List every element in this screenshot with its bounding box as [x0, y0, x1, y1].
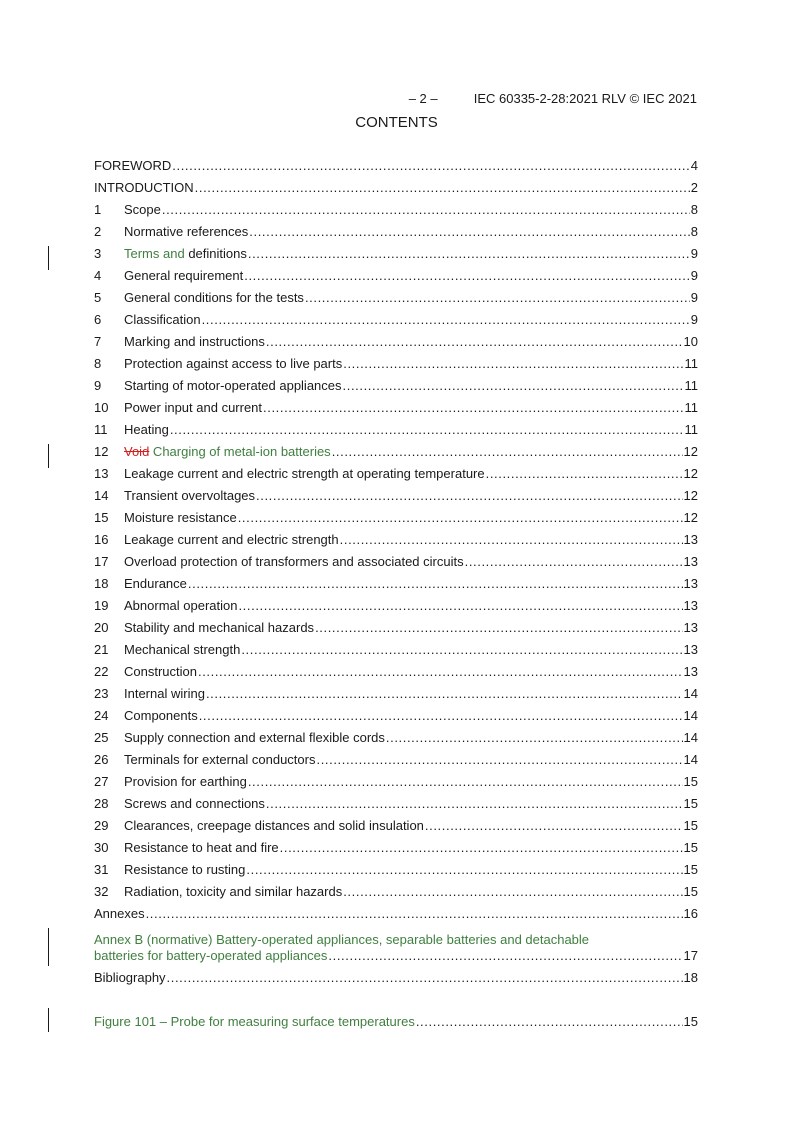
clause-number: 25 [94, 730, 109, 745]
toc-entry-label [124, 774, 247, 790]
toc-entry-page: 4 [690, 158, 698, 173]
toc-entry-label [124, 708, 198, 724]
toc-entry-clause-23[interactable] [94, 686, 698, 708]
toc-entry-annexes[interactable] [94, 906, 698, 928]
toc-entry-clause-3[interactable] [94, 246, 698, 268]
leader-dots [343, 884, 682, 900]
toc-entry-clause-11[interactable] [94, 422, 698, 444]
leader-dots [172, 158, 689, 174]
toc-entry-clause-12[interactable] [94, 444, 698, 466]
toc-entry-clause-29[interactable] [94, 818, 698, 840]
toc-entry-label [124, 356, 342, 372]
toc-entry-label: Figure 101 – Probe for measuring surface temperatures [94, 1014, 415, 1029]
clause-number: 17 [94, 554, 109, 569]
leader-dots [266, 796, 683, 812]
clause-number: 16 [94, 532, 109, 547]
toc-entry-page: 14 [683, 686, 698, 701]
toc-entry-page: 14 [683, 730, 698, 745]
clause-number: 32 [94, 884, 109, 899]
clause-number: 1 [94, 202, 102, 217]
toc-entry-label: INTRODUCTION [94, 180, 194, 195]
label-text: Scope [124, 202, 161, 217]
toc-entry-clause-28[interactable] [94, 796, 698, 818]
toc-entry-clause-32[interactable] [94, 884, 698, 906]
toc-entry-clause-8[interactable] [94, 356, 698, 378]
change-bar-clause-3 [48, 246, 49, 270]
toc-entry-foreword[interactable] [94, 158, 698, 180]
leader-dots [199, 708, 683, 724]
leader-dots [238, 598, 682, 614]
added-text: Terms and [124, 246, 185, 261]
toc-entry-page: 12 [683, 510, 698, 525]
toc-entry-page: 11 [684, 400, 698, 415]
toc-entry-label [124, 620, 314, 636]
toc-entry-label [124, 686, 205, 702]
toc-entry-page: 11 [684, 378, 698, 393]
toc-entry-label [124, 642, 240, 658]
toc-entry-label-line2: batteries for battery-operated appliances [94, 948, 328, 963]
clause-number: 6 [94, 312, 102, 327]
leader-dots [343, 356, 683, 372]
toc-entry-label: Bibliography [94, 970, 166, 985]
leader-dots [248, 246, 690, 262]
toc-entry-clause-17[interactable] [94, 554, 698, 576]
toc-entry-page: 13 [683, 576, 698, 591]
leader-dots [170, 422, 684, 438]
toc-entry-label [124, 378, 342, 394]
label-text: Leakage current and electric strength at operating temperature [124, 466, 485, 481]
label-text: Stability and mechanical hazards [124, 620, 315, 635]
clause-number: 19 [94, 598, 109, 613]
toc-entry-page: 13 [683, 642, 698, 657]
leader-dots [162, 202, 690, 218]
toc-entry-page: 12 [683, 466, 698, 481]
toc-entry-label [124, 290, 304, 306]
toc-entry-clause-31[interactable] [94, 862, 698, 884]
toc-entry-page: 15 [683, 884, 698, 899]
label-text: Normative references [124, 224, 249, 239]
toc-entry-clause-27[interactable] [94, 774, 698, 796]
toc-entry-label [124, 862, 245, 878]
toc-entry-page: 12 [683, 488, 698, 503]
toc-entry-page: 16 [683, 906, 698, 921]
leader-dots [249, 224, 689, 240]
clause-number: 9 [94, 378, 102, 393]
toc-entry-label [124, 796, 265, 812]
leader-dots [146, 906, 683, 922]
toc-entry-page: 9 [690, 290, 698, 305]
toc-entry-page: 13 [683, 620, 698, 635]
leader-dots [256, 488, 683, 504]
toc-entry-page: 8 [690, 202, 698, 217]
toc-entry-clause-4[interactable] [94, 268, 698, 290]
contents-title: CONTENTS [355, 114, 438, 131]
toc-entry-label [124, 664, 197, 680]
toc-entry-page: 9 [690, 268, 698, 283]
toc-entry-label [124, 532, 339, 548]
toc-entry-page: 11 [684, 422, 698, 437]
label-text: Clearances, creepage distances and solid insulation [124, 818, 424, 833]
leader-dots [167, 970, 683, 986]
label-text: Supply connection and external flexible cords [124, 730, 385, 745]
label-text: Mechanical strength [124, 642, 241, 657]
change-bar-clause-12 [48, 444, 49, 468]
toc-entry-bibliography[interactable] [94, 970, 698, 992]
leader-dots [305, 290, 690, 306]
toc-entry-label [124, 598, 237, 614]
clause-number: 5 [94, 290, 102, 305]
leader-dots [332, 444, 683, 460]
leader-dots [238, 510, 683, 526]
leader-dots [315, 620, 682, 636]
label-text: Endurance [124, 576, 187, 591]
label-text: Construction [124, 664, 197, 679]
toc-entry-page: 15 [683, 774, 698, 789]
toc-entry-page: 12 [683, 444, 698, 459]
label-text: Protection against access to live parts [124, 356, 343, 371]
toc-entry-page: 9 [690, 246, 698, 261]
toc-entry-label [124, 466, 485, 482]
clause-number: 13 [94, 466, 109, 481]
toc-entry-clause-10[interactable] [94, 400, 698, 422]
toc-entry-label [124, 400, 262, 416]
leader-dots [343, 378, 684, 394]
toc-entry-page: 2 [690, 180, 698, 195]
toc-entry-label [124, 246, 247, 262]
leader-dots [340, 532, 683, 548]
toc-entry-label [124, 840, 279, 856]
page-number: – 2 – [408, 91, 438, 106]
toc-entry-label: Annexes [94, 906, 145, 921]
leader-dots [266, 334, 683, 350]
toc-entry-page: 15 [683, 1014, 698, 1029]
clause-number: 14 [94, 488, 109, 503]
toc-entry-clause-19[interactable] [94, 598, 698, 620]
toc-entry-label [124, 818, 424, 834]
clause-number: 23 [94, 686, 109, 701]
toc-entry-clause-1[interactable] [94, 202, 698, 224]
toc-entry-label [124, 884, 342, 900]
label-text: Leakage current and electric strength [124, 532, 339, 547]
toc-entry-page: 13 [683, 532, 698, 547]
toc-entry-label [124, 444, 331, 460]
label-text: Classification [124, 312, 201, 327]
clause-number: 11 [94, 422, 108, 437]
table-of-contents [94, 158, 698, 1036]
toc-entry-label [124, 576, 187, 592]
toc-entry-clause-9[interactable] [94, 378, 698, 400]
toc-entry-introduction[interactable] [94, 180, 698, 202]
toc-entry-label [124, 488, 255, 504]
toc-entry-page: 15 [683, 840, 698, 855]
clause-number: 7 [94, 334, 102, 349]
toc-entry-page: 15 [683, 862, 698, 877]
clause-number: 12 [94, 444, 109, 459]
label-text: Internal wiring [124, 686, 205, 701]
toc-entry-clause-22[interactable] [94, 664, 698, 686]
toc-entry-clause-26[interactable] [94, 752, 698, 774]
clause-number: 28 [94, 796, 109, 811]
toc-entry-label: FOREWORD [94, 158, 172, 173]
page-header [401, 76, 697, 106]
toc-entry-page: 15 [683, 796, 698, 811]
leader-dots [195, 180, 690, 196]
clause-number: 21 [94, 642, 109, 657]
toc-entry-clause-16[interactable] [94, 532, 698, 554]
clause-number: 24 [94, 708, 109, 723]
label-text: Resistance to heat and fire [124, 840, 279, 855]
toc-entry-page: 13 [683, 664, 698, 679]
toc-entry-clause-20[interactable] [94, 620, 698, 642]
toc-entry-figure-101[interactable] [94, 1014, 698, 1036]
clause-number: 2 [94, 224, 102, 239]
leader-dots [198, 664, 683, 680]
label-text: Heating [124, 422, 169, 437]
toc-entry-clause-6[interactable] [94, 312, 698, 334]
label-text: Terminals for external conductors [124, 752, 316, 767]
toc-entry-page: 10 [683, 334, 698, 349]
label-text: Marking and instructions [124, 334, 265, 349]
leader-dots [244, 268, 690, 284]
toc-entry-clause-15[interactable] [94, 510, 698, 532]
clause-number: 30 [94, 840, 109, 855]
clause-number: 29 [94, 818, 109, 833]
toc-entry-clause-14[interactable] [94, 488, 698, 510]
toc-entry-label [124, 268, 243, 284]
clause-number: 20 [94, 620, 109, 635]
clause-number: 8 [94, 356, 102, 371]
label-text: Resistance to rusting [124, 862, 246, 877]
change-bar-annex-b [48, 928, 49, 966]
clause-number: 15 [94, 510, 109, 525]
toc-entry-label [124, 202, 161, 218]
toc-entry-page: 13 [683, 554, 698, 569]
leader-dots [425, 818, 683, 834]
toc-entry-label [124, 752, 315, 768]
toc-entry-label [124, 730, 385, 746]
toc-entry-page: 14 [683, 708, 698, 723]
toc-entry-page: 8 [690, 224, 698, 239]
leader-dots [202, 312, 690, 328]
leader-dots [316, 752, 682, 768]
toc-entry-label [124, 334, 265, 350]
label-text: Components [124, 708, 198, 723]
clause-number: 3 [94, 246, 102, 261]
label-text: Transient overvoltages [124, 488, 256, 503]
label-text: General requirement [124, 268, 244, 283]
leader-dots [206, 686, 683, 702]
toc-entry-page: 14 [683, 752, 698, 767]
leader-dots [241, 642, 682, 658]
added-text: Charging of metal-ion batteries [149, 444, 331, 459]
toc-entry-clause-7[interactable] [94, 334, 698, 356]
toc-entry-label [124, 422, 169, 438]
change-bar-figure-101 [48, 1008, 49, 1032]
label-text: Abnormal operation [124, 598, 238, 613]
document-id: IEC 60335-2-28:2021 RLV © IEC 2021 [473, 91, 697, 106]
leader-dots [188, 576, 683, 592]
label-text: definitions [184, 246, 247, 261]
toc-entry-page: 11 [684, 356, 698, 371]
toc-entry-label [124, 510, 237, 526]
label-text: Power input and current [124, 400, 263, 415]
leader-dots [465, 554, 683, 570]
toc-entry-clause-13[interactable] [94, 466, 698, 488]
toc-entry-page: 18 [683, 970, 698, 985]
toc-entry-clause-30[interactable] [94, 840, 698, 862]
toc-entry-clause-24[interactable] [94, 708, 698, 730]
clause-number: 27 [94, 774, 109, 789]
clause-number: 26 [94, 752, 109, 767]
toc-entry-page: 13 [683, 598, 698, 613]
spacer [94, 992, 698, 1014]
leader-dots [263, 400, 683, 416]
toc-entry-page: 17 [683, 948, 698, 963]
leader-dots [280, 840, 683, 856]
toc-entry-label [124, 554, 464, 570]
clause-number: 10 [94, 400, 109, 415]
clause-number: 18 [94, 576, 109, 591]
toc-entry-label [124, 224, 248, 240]
leader-dots [246, 862, 682, 878]
label-text: Provision for earthing [124, 774, 247, 789]
clause-number: 4 [94, 268, 102, 283]
leader-dots [328, 948, 682, 964]
label-text: General conditions for the tests [124, 290, 304, 305]
label-text: Moisture resistance [124, 510, 237, 525]
leader-dots [248, 774, 683, 790]
toc-entry-label [124, 312, 201, 328]
toc-entry-clause-25[interactable] [94, 730, 698, 752]
toc-entry-clause-5[interactable] [94, 290, 698, 312]
toc-entry-clause-21[interactable] [94, 642, 698, 664]
clause-number: 22 [94, 664, 109, 679]
leader-dots [486, 466, 683, 482]
clause-number: 31 [94, 862, 109, 877]
label-text: Screws and connections [124, 796, 265, 811]
toc-entry-clause-18[interactable] [94, 576, 698, 598]
label-text: Radiation, toxicity and similar hazards [124, 884, 343, 899]
deleted-text: Void [124, 444, 150, 459]
label-text: Starting of motor-operated appliances [124, 378, 342, 393]
label-text: Overload protection of transformers and associated circuits [124, 554, 464, 569]
leader-dots [416, 1014, 683, 1030]
toc-entry-page: 15 [683, 818, 698, 833]
toc-entry-clause-2[interactable] [94, 224, 698, 246]
toc-entry-page: 9 [690, 312, 698, 327]
toc-entry-annex-b[interactable] [94, 926, 698, 970]
toc-entry-label-line1: Annex B (normative) Battery-operated appliances, separable batteries and detachable [94, 932, 590, 947]
leader-dots [386, 730, 683, 746]
